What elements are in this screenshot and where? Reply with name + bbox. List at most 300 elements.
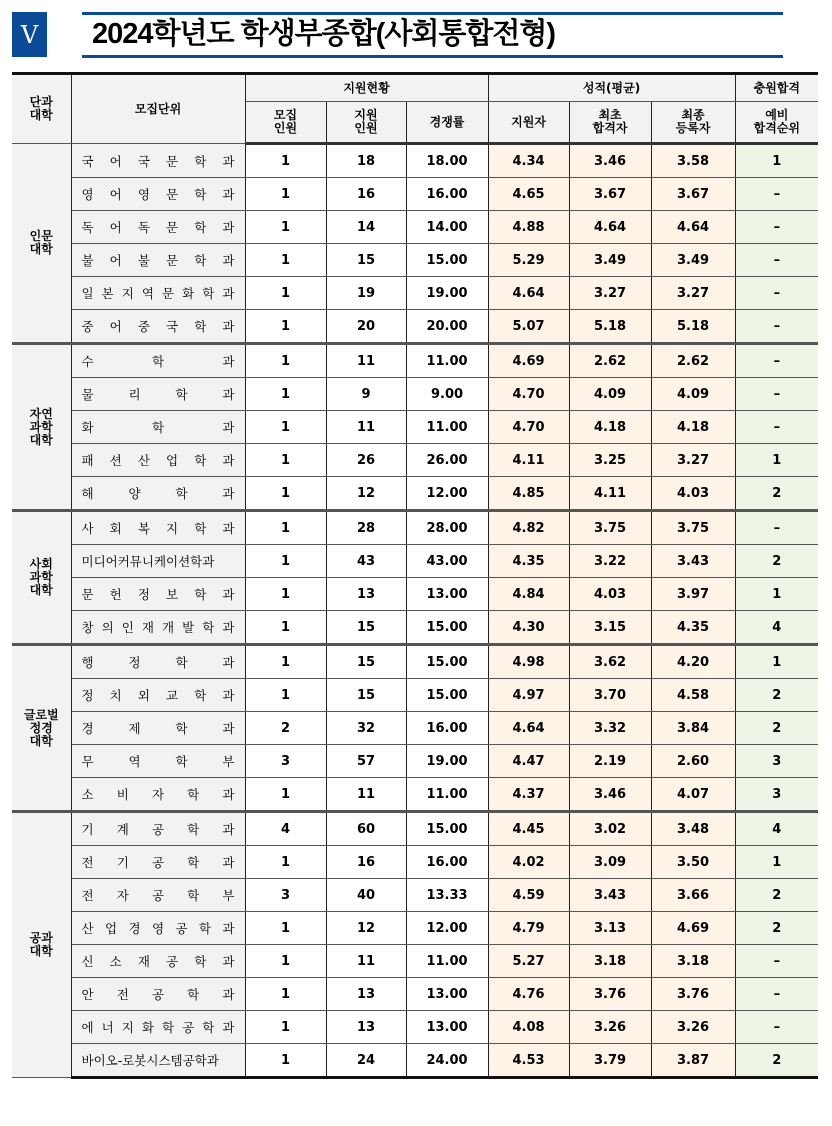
score-final-cell: 3.18 xyxy=(651,945,735,978)
applicants-cell: 24 xyxy=(326,1044,406,1078)
department-name-part: 과 xyxy=(222,655,235,670)
score-first-cell: 3.15 xyxy=(569,611,651,645)
score-first-cell: 4.11 xyxy=(569,477,651,511)
page-title-block xyxy=(12,12,783,58)
table-row xyxy=(12,778,818,812)
department-name-part: 공 xyxy=(151,855,165,870)
ratio-cell: 16.00 xyxy=(406,178,488,211)
score-final-cell: 3.75 xyxy=(651,511,735,545)
applicants-cell: 12 xyxy=(326,477,406,511)
score-final-cell: 4.64 xyxy=(651,211,735,244)
table-row xyxy=(12,679,818,712)
score-first-cell: 3.09 xyxy=(569,846,651,879)
college-cell xyxy=(12,144,71,344)
department-name-part: 과 xyxy=(222,987,235,1002)
department-name-part: 과 xyxy=(222,253,235,268)
applicants-cell: 15 xyxy=(326,244,406,277)
header-score-first-line2: 합격자 xyxy=(592,121,628,135)
department-name-part: 과 xyxy=(222,187,235,202)
score-first-cell: 4.09 xyxy=(569,378,651,411)
department-name-part: 과 xyxy=(222,453,235,468)
department-name-part: 학 xyxy=(194,319,207,334)
department-name-part: 공 xyxy=(151,888,165,903)
score-final-cell: 4.03 xyxy=(651,477,735,511)
score-first-cell: 3.79 xyxy=(569,1044,651,1078)
department-cell xyxy=(71,310,245,344)
table-row xyxy=(12,578,818,611)
department-name-part: 화 xyxy=(81,420,94,435)
quota-cell: 3 xyxy=(245,745,326,778)
college-name-line: 대학 xyxy=(29,733,53,748)
score-final-cell: 3.43 xyxy=(651,545,735,578)
table-row xyxy=(12,912,818,945)
ratio-cell: 13.00 xyxy=(406,978,488,1011)
score-first-cell: 3.27 xyxy=(569,277,651,310)
score-first-cell: 3.18 xyxy=(569,945,651,978)
department-name-part: 에 xyxy=(81,1020,94,1035)
quota-cell: 4 xyxy=(245,812,326,846)
score-applicant-cell: 4.08 xyxy=(488,1011,569,1044)
quota-cell: 1 xyxy=(245,611,326,645)
header-waitlist xyxy=(735,102,818,144)
department-name-part: 재 xyxy=(137,954,150,969)
applicants-cell: 11 xyxy=(326,344,406,378)
department-name-part: 과 xyxy=(222,286,235,301)
department-name-part: 학 xyxy=(198,921,211,936)
applicants-cell: 13 xyxy=(326,978,406,1011)
department-cell xyxy=(71,477,245,511)
ratio-cell: 19.00 xyxy=(406,745,488,778)
applicants-cell: 18 xyxy=(326,144,406,178)
ratio-cell: 15.00 xyxy=(406,611,488,645)
quota-cell: 1 xyxy=(245,945,326,978)
applicants-cell: 15 xyxy=(326,611,406,645)
table-row xyxy=(12,879,818,912)
waitlist-rank-cell: 1 xyxy=(735,444,818,477)
department-name-part: 역 xyxy=(128,754,141,769)
department-name-part: 불 xyxy=(137,253,150,268)
header-score-first xyxy=(569,102,651,144)
department-name-part: 바이오-로봇시스템공학과 xyxy=(81,1053,219,1068)
score-first-cell: 3.46 xyxy=(569,778,651,812)
department-name-part: 문 xyxy=(166,220,179,235)
applicants-cell: 40 xyxy=(326,879,406,912)
score-first-cell: 3.13 xyxy=(569,912,651,945)
admission-results-table xyxy=(12,72,818,1079)
ratio-cell: 15.00 xyxy=(406,645,488,679)
waitlist-rank-cell: – xyxy=(735,277,818,310)
department-cell xyxy=(71,578,245,611)
header-unit: 모집단위 xyxy=(71,74,245,144)
ratio-cell: 19.00 xyxy=(406,277,488,310)
score-final-cell: 3.48 xyxy=(651,812,735,846)
score-final-cell: 4.07 xyxy=(651,778,735,812)
waitlist-rank-cell: 2 xyxy=(735,477,818,511)
department-name-part: 비 xyxy=(116,787,129,802)
ratio-cell: 18.00 xyxy=(406,144,488,178)
score-first-cell: 4.64 xyxy=(569,211,651,244)
table-row xyxy=(12,712,818,745)
waitlist-rank-cell: 1 xyxy=(735,645,818,679)
score-applicant-cell: 4.76 xyxy=(488,978,569,1011)
department-name-part: 독 xyxy=(137,220,150,235)
ratio-cell: 12.00 xyxy=(406,477,488,511)
table-row xyxy=(12,144,818,178)
department-cell xyxy=(71,277,245,310)
department-name-part: 공 xyxy=(182,1020,195,1035)
department-name-part: 제 xyxy=(128,721,141,736)
score-applicant-cell: 4.45 xyxy=(488,812,569,846)
table-row xyxy=(12,978,818,1011)
table-row xyxy=(12,1044,818,1078)
department-name-part: 어 xyxy=(109,153,122,169)
applicants-cell: 11 xyxy=(326,945,406,978)
ratio-cell: 43.00 xyxy=(406,545,488,578)
quota-cell: 1 xyxy=(245,244,326,277)
score-first-cell: 3.26 xyxy=(569,1011,651,1044)
score-applicant-cell: 5.29 xyxy=(488,244,569,277)
score-final-cell: 3.67 xyxy=(651,178,735,211)
waitlist-rank-cell: 4 xyxy=(735,812,818,846)
title-rule-bottom xyxy=(82,55,783,58)
department-name-part: 과 xyxy=(222,486,235,501)
department-cell xyxy=(71,812,245,846)
department-name-part: 개 xyxy=(162,620,175,635)
department-name-part: 부 xyxy=(222,754,235,769)
department-name-part: 창 xyxy=(81,620,94,635)
score-applicant-cell: 4.88 xyxy=(488,211,569,244)
score-applicant-cell: 4.64 xyxy=(488,712,569,745)
department-cell xyxy=(71,846,245,879)
ratio-cell: 13.00 xyxy=(406,1011,488,1044)
ratio-cell: 16.00 xyxy=(406,846,488,879)
department-name-part: 물 xyxy=(81,387,94,402)
score-applicant-cell: 4.02 xyxy=(488,846,569,879)
score-applicant-cell: 4.79 xyxy=(488,912,569,945)
department-name-part: 문 xyxy=(166,187,179,202)
score-applicant-cell: 4.70 xyxy=(488,378,569,411)
department-name-part: 기 xyxy=(81,822,94,837)
department-name-part: 수 xyxy=(81,354,94,369)
college-name-line: 인문 xyxy=(29,229,53,243)
ratio-cell: 15.00 xyxy=(406,679,488,712)
department-name-part: 어 xyxy=(109,220,122,235)
waitlist-rank-cell: 2 xyxy=(735,545,818,578)
department-name-part: 학 xyxy=(187,855,200,870)
department-name-part: 치 xyxy=(109,688,122,703)
department-name-part: 과 xyxy=(222,319,235,334)
quota-cell: 1 xyxy=(245,545,326,578)
ratio-cell: 20.00 xyxy=(406,310,488,344)
waitlist-rank-cell: 2 xyxy=(735,912,818,945)
waitlist-rank-cell: 2 xyxy=(735,679,818,712)
department-name-part: 복 xyxy=(137,521,150,536)
department-name-part: 학 xyxy=(194,688,207,703)
quota-cell: 1 xyxy=(245,378,326,411)
department-cell xyxy=(71,879,245,912)
ratio-cell: 13.00 xyxy=(406,578,488,611)
college-name-line: 글로벌 xyxy=(23,707,59,722)
department-name-part: 과 xyxy=(222,620,235,635)
department-name-part: 지 xyxy=(166,521,179,536)
score-final-cell: 3.50 xyxy=(651,846,735,879)
department-name-part: 중 xyxy=(137,319,150,334)
department-name-part: 지 xyxy=(121,1020,134,1035)
applicants-cell: 9 xyxy=(326,378,406,411)
department-cell xyxy=(71,978,245,1011)
quota-cell: 1 xyxy=(245,978,326,1011)
department-name-part: 전 xyxy=(81,888,94,903)
table-row xyxy=(12,444,818,477)
table-row xyxy=(12,745,818,778)
waitlist-rank-cell: 1 xyxy=(735,578,818,611)
score-first-cell: 3.62 xyxy=(569,645,651,679)
score-applicant-cell: 4.37 xyxy=(488,778,569,812)
department-name-part: 소 xyxy=(109,954,122,969)
department-name-part: 학 xyxy=(151,354,165,369)
department-name-part: 보 xyxy=(166,587,179,602)
department-name-part: 양 xyxy=(128,486,141,501)
quota-cell: 2 xyxy=(245,712,326,745)
table-row xyxy=(12,545,818,578)
score-final-cell: 3.27 xyxy=(651,277,735,310)
department-name-part: 학 xyxy=(175,387,188,402)
score-first-cell: 3.32 xyxy=(569,712,651,745)
department-name-part: 전 xyxy=(116,987,129,1002)
table-row xyxy=(12,378,818,411)
department-name-part: 학 xyxy=(194,253,207,268)
score-first-cell: 5.18 xyxy=(569,310,651,344)
table-body xyxy=(12,144,818,1078)
score-first-cell: 3.67 xyxy=(569,178,651,211)
header-college-line1: 단과 xyxy=(29,95,53,109)
score-first-cell: 3.02 xyxy=(569,812,651,846)
table-row xyxy=(12,411,818,444)
department-name-part: 안 xyxy=(81,987,94,1002)
department-name-part: 학 xyxy=(194,453,207,468)
department-name-part: 과 xyxy=(222,954,235,969)
department-cell xyxy=(71,144,245,178)
score-applicant-cell: 4.30 xyxy=(488,611,569,645)
department-name-part: 패 xyxy=(81,453,94,468)
department-cell xyxy=(71,645,245,679)
department-name-part: 학 xyxy=(194,521,207,536)
score-final-cell: 2.60 xyxy=(651,745,735,778)
college-name-line: 대학 xyxy=(29,432,53,447)
department-name-part: 정 xyxy=(128,655,141,670)
applicants-cell: 16 xyxy=(326,846,406,879)
department-name-part: 학 xyxy=(202,1020,215,1035)
department-cell xyxy=(71,1044,245,1078)
department-name-part: 과 xyxy=(222,787,235,802)
quota-cell: 1 xyxy=(245,277,326,310)
department-cell xyxy=(71,378,245,411)
header-college xyxy=(12,74,71,144)
waitlist-rank-cell: – xyxy=(735,378,818,411)
department-name-part: 의 xyxy=(101,620,114,635)
waitlist-rank-cell: 2 xyxy=(735,879,818,912)
department-cell xyxy=(71,1011,245,1044)
ratio-cell: 11.00 xyxy=(406,344,488,378)
department-name-part: 공 xyxy=(151,822,165,837)
ratio-cell: 11.00 xyxy=(406,778,488,812)
department-name-part: 과 xyxy=(222,387,235,402)
department-name-part: 어 xyxy=(109,187,122,202)
college-name-line: 정경 xyxy=(29,720,53,735)
score-final-cell: 4.20 xyxy=(651,645,735,679)
college-cell xyxy=(12,812,71,1078)
header-waitlist-line2: 합격순위 xyxy=(753,121,800,135)
score-first-cell: 2.62 xyxy=(569,344,651,378)
score-first-cell: 2.19 xyxy=(569,745,651,778)
department-name-part: 학 xyxy=(194,954,207,969)
score-first-cell: 3.43 xyxy=(569,879,651,912)
quota-cell: 1 xyxy=(245,144,326,178)
department-name-part: 교 xyxy=(166,688,179,703)
department-name-part: 학 xyxy=(194,187,207,202)
score-applicant-cell: 4.84 xyxy=(488,578,569,611)
department-name-part: 영 xyxy=(151,921,165,936)
ratio-cell: 24.00 xyxy=(406,1044,488,1078)
applicants-cell: 13 xyxy=(326,578,406,611)
score-first-cell: 3.70 xyxy=(569,679,651,712)
department-cell xyxy=(71,778,245,812)
department-name-part: 역 xyxy=(141,286,154,301)
table-row xyxy=(12,344,818,378)
quota-cell: 1 xyxy=(245,679,326,712)
score-final-cell: 3.26 xyxy=(651,1011,735,1044)
header-applicants xyxy=(326,102,406,144)
department-name-part: 사 xyxy=(81,521,94,536)
score-final-cell: 3.97 xyxy=(651,578,735,611)
department-name-part: 과 xyxy=(222,220,235,235)
quota-cell: 1 xyxy=(245,310,326,344)
department-name-part: 재 xyxy=(141,620,154,635)
score-applicant-cell: 4.11 xyxy=(488,444,569,477)
header-score-final xyxy=(651,102,735,144)
department-name-part: 문 xyxy=(162,286,175,301)
department-name-part: 자 xyxy=(151,787,165,802)
department-name-part: 영 xyxy=(137,187,150,202)
score-first-cell: 3.49 xyxy=(569,244,651,277)
department-name-part: 인 xyxy=(121,620,134,635)
header-quota-line2: 인원 xyxy=(273,121,298,135)
waitlist-rank-cell: 2 xyxy=(735,712,818,745)
score-first-cell: 4.03 xyxy=(569,578,651,611)
department-name-part: 국 xyxy=(81,153,94,169)
header-score-applicant: 지원자 xyxy=(488,102,569,144)
score-applicant-cell: 4.98 xyxy=(488,645,569,679)
applicants-cell: 12 xyxy=(326,912,406,945)
department-name-part: 공 xyxy=(151,987,165,1002)
score-applicant-cell: 4.64 xyxy=(488,277,569,310)
score-final-cell: 2.62 xyxy=(651,344,735,378)
department-name-part: 과 xyxy=(222,354,235,369)
score-final-cell: 3.66 xyxy=(651,879,735,912)
ratio-cell: 14.00 xyxy=(406,211,488,244)
table-row xyxy=(12,477,818,511)
department-name-part: 정 xyxy=(81,688,94,703)
applicants-cell: 11 xyxy=(326,778,406,812)
department-name-part: 너 xyxy=(101,1020,114,1035)
applicants-cell: 60 xyxy=(326,812,406,846)
ratio-cell: 15.00 xyxy=(406,244,488,277)
applicants-cell: 11 xyxy=(326,411,406,444)
applicants-cell: 13 xyxy=(326,1011,406,1044)
score-applicant-cell: 4.85 xyxy=(488,477,569,511)
ratio-cell: 12.00 xyxy=(406,912,488,945)
header-waitlist-line1: 예비 xyxy=(765,108,789,122)
ratio-cell: 15.00 xyxy=(406,812,488,846)
department-name-part: 어 xyxy=(109,319,122,334)
department-name-part: 화 xyxy=(141,1020,154,1035)
department-name-part: 업 xyxy=(104,921,118,936)
department-name-part: 과 xyxy=(222,587,235,602)
department-name-part: 산 xyxy=(137,453,150,468)
department-name-part: 미디어커뮤니케이션학과 xyxy=(81,554,215,569)
department-name-part: 정 xyxy=(137,587,150,602)
department-name-part: 리 xyxy=(128,387,141,402)
score-applicant-cell: 4.34 xyxy=(488,144,569,178)
college-cell xyxy=(12,511,71,645)
department-name-part: 화 xyxy=(182,286,195,301)
header-score-first-line1: 최초 xyxy=(598,108,622,122)
department-name-part: 중 xyxy=(81,319,94,334)
department-name-part: 기 xyxy=(116,855,129,870)
table-row xyxy=(12,244,818,277)
department-cell xyxy=(71,912,245,945)
applicants-cell: 20 xyxy=(326,310,406,344)
department-cell xyxy=(71,945,245,978)
ratio-cell: 28.00 xyxy=(406,511,488,545)
applicants-cell: 15 xyxy=(326,679,406,712)
department-cell xyxy=(71,745,245,778)
table-row xyxy=(12,511,818,545)
waitlist-rank-cell: – xyxy=(735,978,818,1011)
department-name-part: 업 xyxy=(166,453,179,468)
department-name-part: 과 xyxy=(222,688,235,703)
department-name-part: 학 xyxy=(162,1020,175,1035)
applicants-cell: 15 xyxy=(326,645,406,679)
quota-cell: 1 xyxy=(245,178,326,211)
department-cell xyxy=(71,411,245,444)
table-row xyxy=(12,645,818,679)
quota-cell: 1 xyxy=(245,846,326,879)
department-name-part: 학 xyxy=(175,754,188,769)
department-name-part: 외 xyxy=(137,688,150,703)
department-name-part: 과 xyxy=(222,721,235,736)
applicants-cell: 14 xyxy=(326,211,406,244)
department-name-part: 학 xyxy=(194,587,207,602)
quota-cell: 1 xyxy=(245,1044,326,1078)
department-name-part: 과 xyxy=(222,153,235,169)
department-name-part: 행 xyxy=(81,655,94,670)
header-ratio: 경쟁률 xyxy=(406,102,488,144)
ratio-cell: 13.33 xyxy=(406,879,488,912)
department-name-part: 소 xyxy=(81,787,94,802)
department-name-part: 과 xyxy=(222,855,235,870)
score-final-cell: 4.18 xyxy=(651,411,735,444)
waitlist-rank-cell: – xyxy=(735,244,818,277)
table-row xyxy=(12,178,818,211)
college-name-line: 공과 xyxy=(29,931,53,945)
waitlist-rank-cell: – xyxy=(735,411,818,444)
department-cell xyxy=(71,211,245,244)
quota-cell: 1 xyxy=(245,912,326,945)
waitlist-rank-cell: – xyxy=(735,310,818,344)
department-name-part: 학 xyxy=(187,888,200,903)
score-first-cell: 3.22 xyxy=(569,545,651,578)
